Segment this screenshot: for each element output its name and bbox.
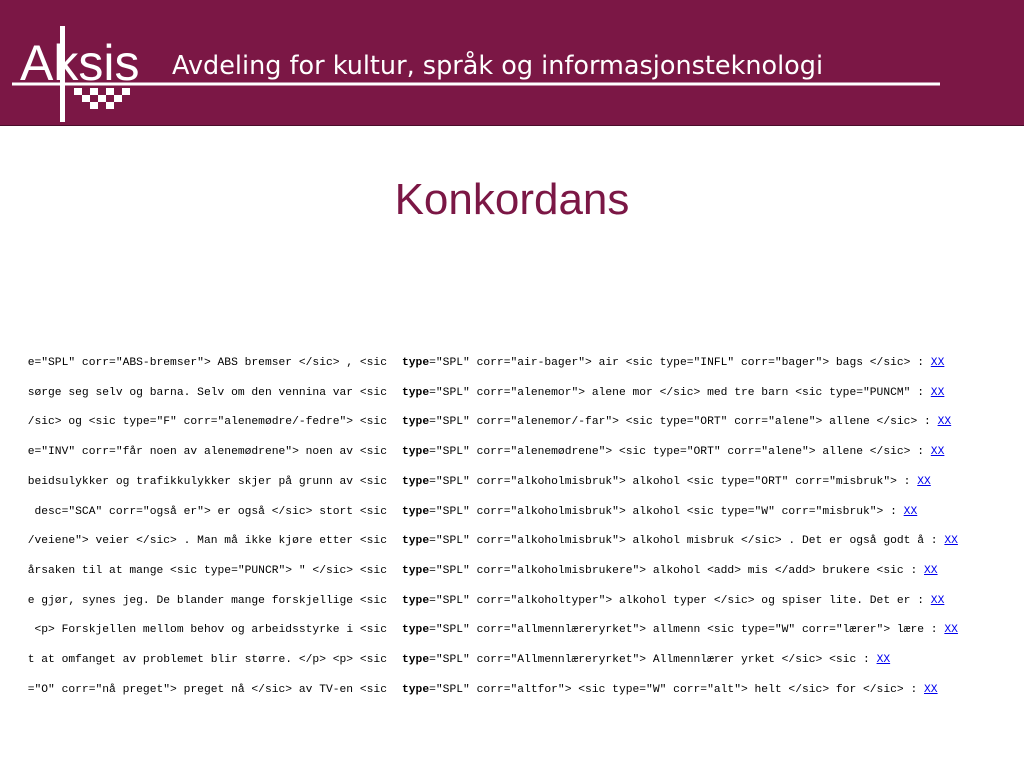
source-link[interactable]: XX (924, 683, 938, 696)
right-context (402, 624, 958, 636)
aksis-logo (0, 0, 1024, 126)
concordance-row (0, 357, 1024, 377)
concordance-row (0, 654, 1024, 674)
page-title: Konkordans (394, 175, 630, 224)
source-link[interactable]: XX (876, 654, 891, 666)
left-context: årsaken til at mange <sic type="PUNCR"> " </sic> <sic (27, 564, 387, 577)
keyword: type (402, 535, 430, 548)
right-context (402, 446, 944, 458)
concordance-row (0, 565, 1024, 585)
keyword: type (402, 654, 430, 666)
concordance-row (0, 624, 1024, 644)
right-context-text: ="SPL" corr="allmennlæreryrket"> allmenn <sic type="W" corr="lærer"> lære : (429, 624, 945, 637)
concordance-row (0, 595, 1024, 615)
left-context: /sic> og <sic type="F" corr="alenemødre/-fedre"> <sic (27, 416, 387, 429)
concordance-row (0, 387, 1024, 407)
right-context-text: ="SPL" corr="alkoholtyper"> alkohol typer </sic> og spiser lite. Det er : (429, 594, 931, 607)
keyword: type (402, 564, 430, 577)
right-context (402, 565, 938, 577)
left-context: e gjør, synes jeg. De blander mange forskjellige <sic (27, 594, 387, 607)
logo-checker-pattern (74, 88, 130, 109)
right-context (402, 416, 951, 428)
right-context (402, 595, 944, 607)
right-context-text: ="SPL" corr="alenemødrene"> <sic type="ORT" corr="alene"> allene </sic> : (429, 446, 931, 459)
source-link[interactable]: XX (924, 564, 938, 577)
keyword: type (402, 594, 430, 607)
header-banner (0, 0, 1024, 126)
source-link[interactable]: XX (944, 535, 958, 548)
source-link[interactable]: XX (917, 475, 931, 488)
right-context (402, 535, 958, 547)
left-context: e="INV" corr="får noen av alenemødrene"> noen av <sic (27, 446, 387, 459)
concordance-row (0, 446, 1024, 466)
concordance-list (0, 357, 1024, 717)
source-link[interactable]: XX (937, 416, 952, 429)
right-context-text: ="SPL" corr="alkoholmisbruk"> alkohol <sic type="W" corr="misbruk"> : (429, 505, 904, 518)
left-context: t at omfanget av problemet blir større. </p> <p> <sic (27, 654, 387, 666)
concordance-row (0, 506, 1024, 526)
keyword: type (402, 505, 430, 518)
left-context: ="O" corr="nå preget"> preget nå </sic> av TV-en <sic (27, 683, 387, 696)
left-context: beidsulykker og trafikkulykker skjer på grunn av <sic (27, 475, 387, 488)
right-context (402, 654, 890, 666)
left-context: desc="SCA" corr="også er"> er også </sic> stort <sic (27, 505, 387, 518)
right-context (402, 684, 938, 696)
concordance-row (0, 684, 1024, 704)
keyword: type (402, 357, 430, 369)
keyword: type (402, 446, 430, 459)
right-context-text: ="SPL" corr="alenemor/-far"> <sic type="ORT" corr="alene"> allene </sic> : (429, 416, 938, 429)
keyword: type (402, 475, 430, 488)
keyword: type (402, 386, 430, 399)
right-context-text: ="SPL" corr="alkoholmisbruk"> alkohol <sic type="ORT" corr="misbruk"> : (429, 475, 918, 488)
concordance-row (0, 535, 1024, 555)
right-context-text: ="SPL" corr="altfor"> <sic type="W" corr="alt"> helt </sic> for </sic> : (429, 683, 925, 696)
right-context-text: ="SPL" corr="alenemor"> alene mor </sic> med tre barn <sic type="PUNCM" : (429, 386, 931, 399)
right-context-text: ="SPL" corr="air-bager"> air <sic type="INFL" corr="bager"> bags </sic> : (429, 357, 931, 369)
concordance-row (0, 416, 1024, 436)
logo-text: Aksis (20, 35, 140, 91)
source-link[interactable]: XX (903, 505, 918, 518)
left-context: e="SPL" corr="ABS-bremser"> ABS bremser </sic> , <sic (27, 357, 387, 369)
left-context: /veiene"> veier </sic> . Man må ikke kjøre etter <sic (27, 535, 387, 548)
source-link[interactable]: XX (930, 386, 945, 399)
source-link[interactable]: XX (930, 357, 945, 369)
concordance-row (0, 476, 1024, 496)
keyword: type (402, 683, 430, 696)
right-context (402, 357, 944, 369)
source-link[interactable]: XX (944, 624, 958, 637)
right-context (402, 506, 917, 518)
right-context (402, 476, 931, 488)
right-context-text: ="SPL" corr="alkoholmisbruk"> alkohol misbruk </sic> . Det er også godt å : (429, 535, 945, 548)
keyword: type (402, 624, 430, 637)
keyword: type (402, 416, 430, 429)
right-context-text: ="SPL" corr="Allmennlæreryrket"> Allmennlærer yrket </sic> <sic : (429, 654, 877, 666)
right-context (402, 387, 944, 399)
source-link[interactable]: XX (930, 446, 945, 459)
left-context: <p> Forskjellen mellom behov og arbeidsstyrke i <sic (34, 624, 387, 637)
source-link[interactable]: XX (930, 594, 945, 607)
department-name: Avdeling for kultur, språk og informasjonsteknologi (172, 51, 824, 81)
right-context-text: ="SPL" corr="alkoholmisbrukere"> alkohol <add> mis </add> brukere <sic : (429, 564, 925, 577)
left-context: sørge seg selv og barna. Selv om den vennina var <sic (27, 386, 387, 399)
